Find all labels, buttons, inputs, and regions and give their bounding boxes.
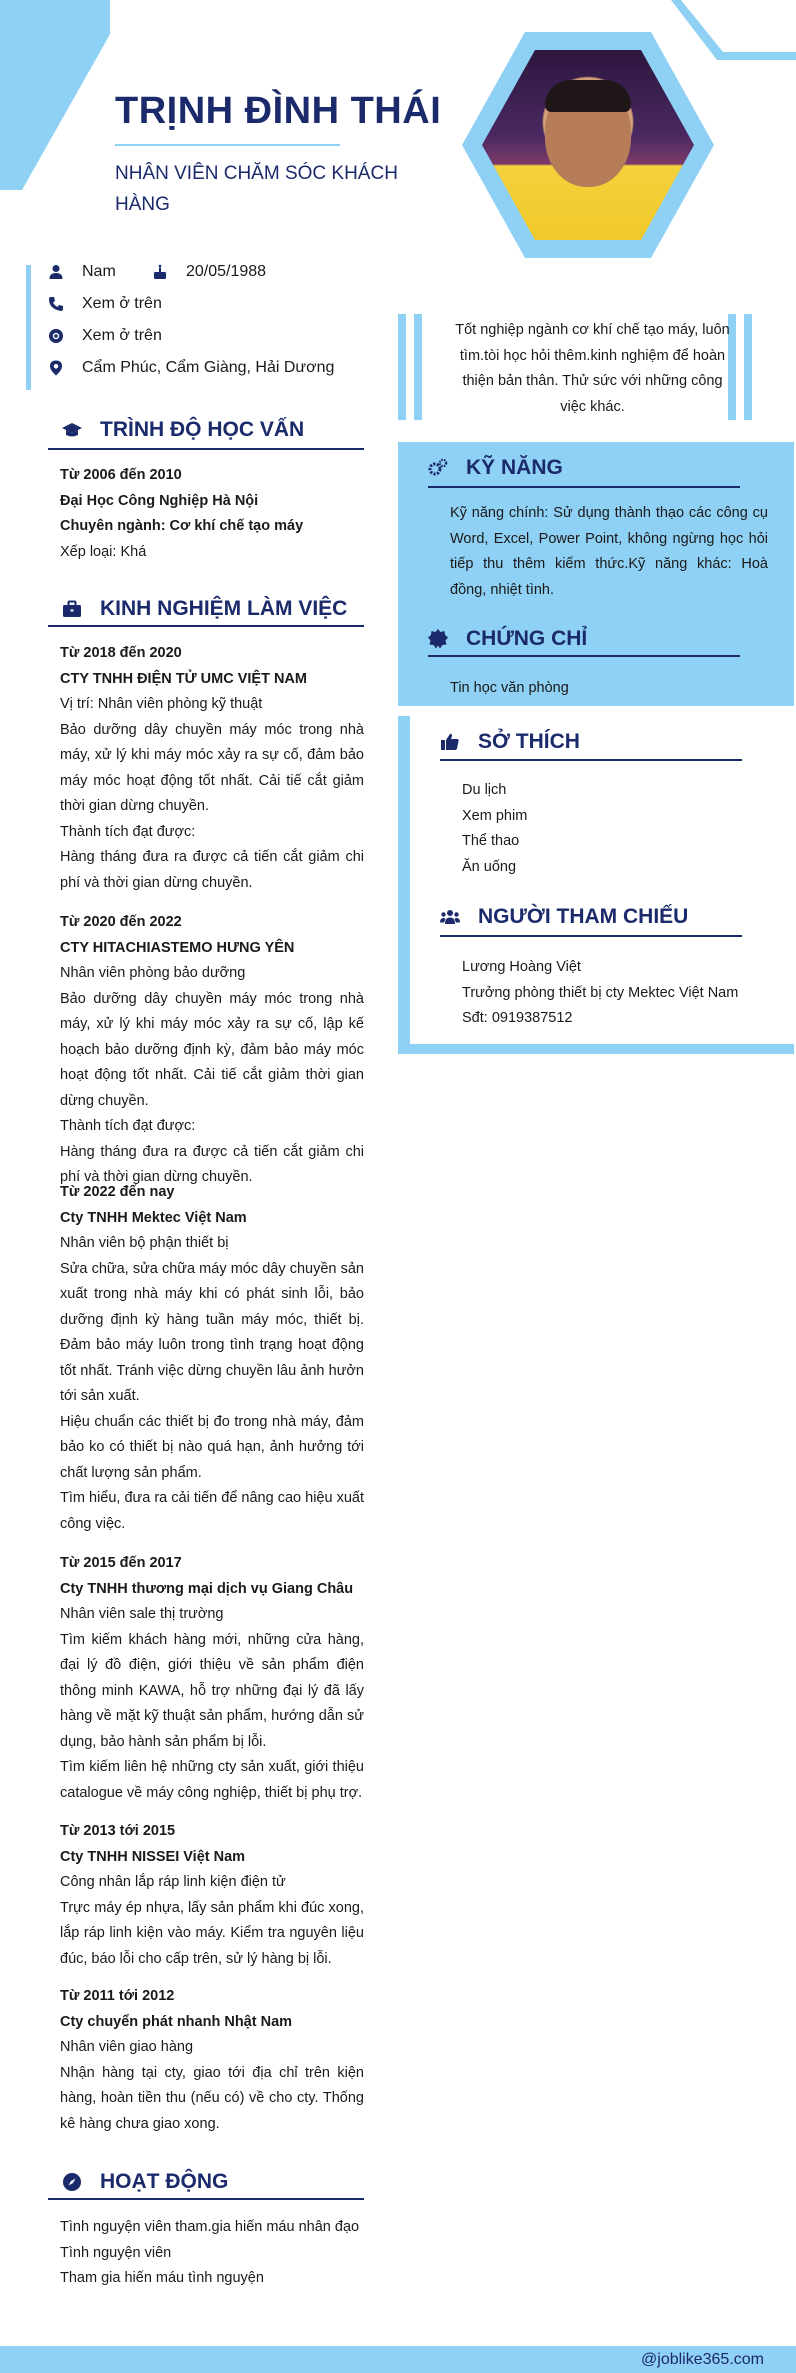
birthday-value: 20/05/1988 [186, 263, 267, 280]
reference-phone: Sđt: 0919387512 [462, 1010, 573, 1026]
hobby-item: Ăn uống [462, 858, 517, 875]
references-divider [440, 935, 742, 937]
contact-gender [48, 263, 116, 281]
hobby-item: Xem phim [462, 807, 528, 824]
certificate-icon [428, 629, 448, 649]
career-objective: Tốt nghiệp ngành cơ khí chế tạo máy, luôn tìm.tòi học hỏi thêm.kinh nghiệm để hoàn thiện bản thân. Thử sức với những công việc khác. [455, 322, 730, 415]
experience-divider [48, 625, 364, 627]
experience-heading: KINH NGHIỆM LÀM VIỆC [62, 597, 347, 621]
experience-line: Hiệu chuẩn các thiết bị đo trong nhà máy, đảm bảo ko có thiết bị nào quá hạn, ảnh hưởng tới chất lượng sản phẩm. [60, 1413, 364, 1481]
experience-period: Từ 2018 đến 2020 [60, 645, 182, 661]
experience-line: Bảo dưỡng dây chuyền máy móc trong nhà máy, xử lý khi máy móc xảy ra sự cố, lập kế hoạch bảo dưỡng định kỳ, đảm bảo máy móc hoạt động tốt nhất. Cải tiế cắt giảm thời gian dừng chuyền. [60, 990, 364, 1109]
experience-company: Cty TNHH Mektec Việt Nam [60, 1209, 247, 1226]
skills-heading: KỸ NĂNG [428, 456, 563, 480]
experience-line: Tìm hiểu, đưa ra cải tiến để nâng cao hiệu xuất công việc. [60, 1490, 364, 1532]
hobbies-heading: SỞ THÍCH [440, 730, 580, 754]
experience-company: CTY TNHH ĐIỆN TỬ UMC VIỆT NAM [60, 670, 307, 687]
activity-item: Tình nguyện viên tham.gia hiến máu nhân đạo [60, 2219, 360, 2235]
phone-icon [48, 296, 64, 312]
experience-period: Từ 2011 tới 2012 [60, 1988, 175, 2004]
experience-line: Tìm kiếm liên hệ những cty sản xuất, giới thiệu catalogue về máy công nghiệp, thiết bị phụ trợ. [60, 1759, 364, 1801]
header-decoration-left [0, 0, 110, 190]
experience-company: CTY HITACHIASTEMO HƯNG YÊN [60, 939, 295, 956]
email-icon [48, 328, 64, 344]
certificate-item: Tin học văn phòng [450, 680, 569, 696]
education-divider [48, 448, 364, 450]
activity-item: Tham gia hiến máu tình nguyện [60, 2270, 264, 2286]
activities-divider [48, 2198, 364, 2200]
activities-list [60, 2215, 364, 2292]
experience-period: Từ 2013 tới 2015 [60, 1823, 176, 1839]
certificates-divider [428, 655, 740, 657]
map-pin-icon [48, 360, 64, 376]
job-title: NHÂN VIÊN CHĂM SÓC KHÁCH HÀNG [115, 163, 398, 215]
address-value: Cẩm Phúc, Cẩm Giàng, Hải Dương [82, 359, 335, 376]
reference-entry [462, 955, 762, 1032]
experience-period: Từ 2015 đến 2017 [60, 1555, 182, 1571]
experience-item-3 [60, 1180, 364, 1537]
education-period: Từ 2006 đến 2010 [60, 467, 182, 483]
thumbs-up-icon [440, 732, 460, 752]
people-icon [440, 907, 460, 927]
hobby-item: Du lịch [462, 782, 507, 798]
education-heading: TRÌNH ĐỘ HỌC VẤN [62, 418, 304, 442]
references-heading: NGƯỜI THAM CHIẾU [440, 905, 688, 929]
objective-bar-right [744, 314, 752, 420]
experience-line: Nhận hàng tại cty, giao tới địa chỉ trên kiện hàng, hoàn tiền thu (nếu có) về cho cty. Thống kê hàng chưa giao xong. [60, 2064, 364, 2132]
experience-period: Từ 2022 đến nay [60, 1184, 175, 1200]
activities-heading: HOẠT ĐỘNG [62, 2170, 228, 2194]
reference-position: Trưởng phòng thiết bị cty Mektec Việt Nam [462, 984, 739, 1001]
email-value: Xem ở trên [82, 327, 162, 344]
phone-value: Xem ở trên [82, 295, 162, 312]
education-entry [60, 463, 364, 565]
education-major: Chuyên ngành: Cơ khí chế tạo máy [60, 518, 304, 534]
experience-line: Thành tích đạt được: [60, 1118, 196, 1134]
certificates-heading: CHỨNG CHỈ [428, 627, 587, 651]
experience-line: Thành tích đạt được: [60, 823, 196, 840]
footer-brand: @joblike365.com [641, 2351, 764, 2368]
skills-text: Kỹ năng chính: Sử dụng thành thạo các công cụ Word, Excel, Power Point, không ngừng học hỏi tiếp thu thêm kiếm thức.Kỹ năng khác: Hoà đồng, nhiệt tình. [450, 505, 768, 598]
skills-divider [428, 486, 740, 488]
hobbies-list [462, 778, 742, 880]
experience-line: Sửa chữa, sửa chữa máy móc dây chuyền sản xuất trong nhà máy khi có phát sinh lỗi, bảo dưỡng định kỳ hàng tuần máy móc, thiết bị. Đảm bảo máy luôn trong tình trạng hoạt động tốt nhất. Tránh việc dừng chuyền lâu ảnh hưởn tới sản xuất. [60, 1260, 364, 1404]
candidate-name: TRỊNH ĐÌNH THÁI [115, 90, 442, 132]
experience-line: Bảo dưỡng dây chuyền máy móc trong nhà máy, xử lý khi máy móc xảy ra sự cố, đảm bảo máy móc hoạt động tốt nhất. Cải tiế cắt giảm thời gian dừng chuyền. [60, 721, 364, 814]
experience-line: Công nhân lắp ráp linh kiện điện tử [60, 1874, 286, 1890]
reference-name: Lương Hoàng Việt [462, 959, 581, 975]
name-divider [115, 144, 340, 146]
hobby-item: Thể thao [462, 833, 520, 849]
experience-line: Nhân viên phòng bảo dưỡng [60, 965, 246, 981]
hobbies-divider [440, 759, 742, 761]
experience-line: Vị trí: Nhân viên phòng kỹ thuật [60, 696, 263, 712]
experience-line: Hàng tháng đưa ra được cả tiến cắt giảm chi phí và thời gian dừng chuyền. [60, 849, 364, 891]
cake-icon [152, 264, 168, 280]
experience-item-4 [60, 1551, 364, 1806]
experience-item-6 [60, 1984, 364, 2137]
experience-line: Nhân viên giao hàng [60, 2039, 194, 2055]
header-decoration-right [671, 0, 796, 60]
experience-line: Tìm kiếm khách hàng mới, những cửa hàng, đại lý đồ điện, giới thiệu về sản phẩm điện thông minh KAWA, hỗ trợ những đại lý đã lấy hàng về mặt kỹ thuật sản phẩm, hướng dẫn sử dụng, bảo hành sản phẩm bị lỗi. [60, 1631, 364, 1750]
contact-accent-bar [26, 265, 31, 390]
contact-email [48, 327, 162, 345]
education-grade: Xếp loại: Khá [60, 543, 147, 560]
experience-period: Từ 2020 đến 2022 [60, 914, 182, 930]
person-icon [48, 264, 64, 280]
experience-item-2 [60, 910, 364, 1191]
gender-value: Nam [82, 263, 116, 280]
experience-line: Nhân viên bộ phận thiết bị [60, 1235, 229, 1251]
profile-photo-hair [545, 80, 631, 112]
briefcase-icon [62, 599, 82, 619]
contact-address [48, 359, 334, 377]
experience-company: Cty chuyển phát nhanh Nhật Nam [60, 2013, 293, 2030]
experience-line: Nhân viên sale thị trường [60, 1606, 224, 1622]
experience-line: Hàng tháng đưa ra được cả tiến cắt giảm chi phí và thời gian dừng chuyền. [60, 1143, 364, 1185]
experience-company: Cty TNHH thương mại dịch vụ Giang Châu [60, 1580, 354, 1597]
experience-item-5 [60, 1819, 364, 1972]
experience-company: Cty TNHH NISSEI Việt Nam [60, 1848, 246, 1865]
compass-icon [62, 2172, 82, 2192]
education-school: Đại Học Công Nghiệp Hà Nội [60, 492, 259, 509]
objective-bar-left [398, 314, 406, 420]
contact-birthday [152, 263, 266, 281]
experience-item-1 [60, 641, 364, 896]
experience-line: Trực máy ép nhựa, lấy sản phẩm khi đúc xong, lắp ráp linh kiện vào máy. Kiểm tra nguyên liệu đúc, báo lỗi cho cấp trên, sử lý hàng bị lỗi. [60, 1899, 364, 1967]
gears-icon [428, 458, 448, 478]
activity-item: Tình nguyện viên [60, 2244, 172, 2261]
objective-bar-left-inner [414, 314, 422, 420]
graduation-cap-icon [62, 420, 82, 440]
contact-phone [48, 295, 162, 313]
